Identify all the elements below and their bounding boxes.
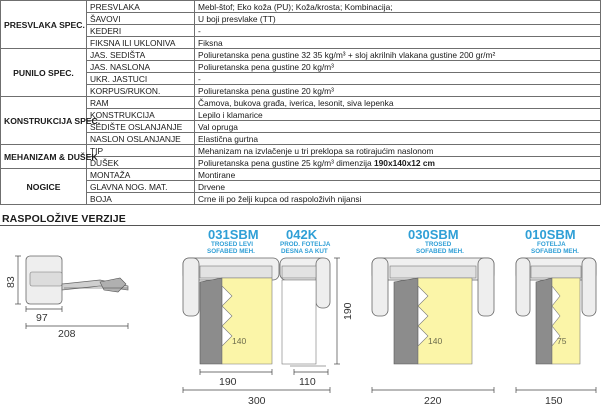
version-label-030sbm [408,227,464,255]
spec-row [1,181,601,193]
spec-value [195,49,601,61]
spec-value-text: Drvene [198,181,225,192]
spec-row [1,49,601,61]
spec-value [195,109,601,121]
version-label-010sbm [525,227,579,255]
v042-width-label: 110 [299,376,316,388]
svg-text:031SBM: 031SBM [208,227,259,242]
spec-value-text: Montirane [198,169,236,180]
spec-value-text: Mehanizam na izvlačenje u tri preklopa sa rotirajućim naslonom [198,145,434,156]
spec-label: UKR. JASTUCI [87,73,195,85]
spec-row [1,157,601,169]
spec-value-text: Poliuretanska pena gustine 25 kg/m³ dimenzija [198,157,374,168]
spec-row [1,109,601,121]
spec-value [195,157,601,169]
spec-label: MONTAŽA [87,169,195,181]
svg-text:PROD. FOTELJA: PROD. FOTELJA [280,241,331,248]
version-label-042k [280,227,331,255]
svg-text:SOFABED MEH.: SOFABED MEH. [531,248,579,255]
v010-width-label: 150 [545,395,563,407]
svg-text:TROSED: TROSED [425,241,452,248]
version-label-031sbm [207,227,259,255]
spec-value-text: Poliuretanska pena gustine 20 kg/m³ [198,61,334,72]
spec-category: KONSTRUKCIJA SPEC. [1,97,87,145]
spec-value [195,145,601,157]
v031-mattress-label: 140 [232,336,247,346]
v030-width-label: 220 [424,395,442,407]
spec-row [1,193,601,205]
spec-value-text: Mebl-štof; Eko koža (PU); Koža/krosta; Kombinacija; [198,1,393,12]
spec-value [195,1,601,13]
spec-value [195,133,601,145]
spec-value [195,193,601,205]
svg-text:FOTELJA: FOTELJA [537,241,566,248]
spec-value [195,97,601,109]
combo-width-label: 300 [248,395,266,407]
spec-label: TIP [87,145,195,157]
spec-value-text: Crne ili po želji kupca od raspoloživih nijansi [198,193,362,204]
spec-value-text: - [198,25,201,36]
plan-031sbm [183,258,279,388]
svg-text:030SBM: 030SBM [408,227,459,242]
spec-label: SEDIŠTE OSLANJANJE [87,121,195,133]
spec-value [195,13,601,25]
spec-row [1,133,601,145]
spec-row [1,25,601,37]
spec-category: NOGICE [1,169,87,205]
spec-label: JAS. NASLONA [87,61,195,73]
spec-category: PRESVLAKA SPEC. [1,1,87,49]
spec-row [1,145,601,157]
spec-category: PUNILO SPEC. [1,49,87,97]
spec-value [195,73,601,85]
svg-text:SOFABED MEH.: SOFABED MEH. [416,248,464,255]
spec-row [1,169,601,181]
svg-text:SOFABED MEH.: SOFABED MEH. [207,248,255,255]
spec-value-text: Val opruga [198,121,238,132]
spec-row [1,1,601,13]
spec-row [1,85,601,97]
spec-value-bold: 190x140x12 cm [373,157,435,168]
spec-value-text: Elastična gurtna [198,133,259,144]
spec-label: DUŠEK [87,157,195,169]
spec-value [195,61,601,73]
plan-030sbm [372,258,494,407]
spec-value-text: Poliuretanska pena gustine 32 35 kg/m³ + sloj akrilnih vlakana gustine 200 gr/m² [198,49,496,60]
plan-010sbm [516,258,596,407]
profile-depth-open-label: 208 [58,328,76,340]
spec-value-text: Poliuretanska pena gustine 20 kg/m³ [198,85,334,96]
spec-value-text: Fiksna [198,37,223,48]
depth-label: 190 [342,302,354,320]
spec-label: RAM [87,97,195,109]
v010-mattress-label: 75 [557,336,567,346]
spec-row [1,73,601,85]
spec-row [1,121,601,133]
spec-label: ŠAVOVI [87,13,195,25]
profile-drawing [0,226,180,409]
svg-text:010SBM: 010SBM [525,227,576,242]
profile-height-label: 83 [5,276,17,288]
spec-label: PRESVLAKA [87,1,195,13]
spec-value [195,121,601,133]
svg-text:TROSED LEVI: TROSED LEVI [211,241,253,248]
spec-label: FIKSNA ILI UKLONIVA [87,37,195,49]
spec-value [195,181,601,193]
spec-label: KEDERI [87,25,195,37]
profile-depth-closed-label: 97 [36,312,48,324]
spec-row [1,13,601,25]
spec-row [1,61,601,73]
spec-value [195,25,601,37]
spec-label: GLAVNA NOG. MAT. [87,181,195,193]
spec-value-text: - [198,73,201,84]
spec-value [195,169,601,181]
section-title: RASPOLOŽIVE VERZIJE [2,213,126,225]
plan-042k [280,258,354,388]
spec-row [1,97,601,109]
spec-value [195,37,601,49]
versions-drawing [0,226,600,409]
spec-value-text: Čamova, bukova građa, iverica, lesonit, siva lepenka [198,97,394,108]
spec-row [1,37,601,49]
v030-mattress-label: 140 [428,336,443,346]
svg-text:DESNA SA KUT: DESNA SA KUT [281,248,328,255]
spec-value-text: Lepilo i klamarice [198,109,263,120]
spec-label: JAS. SEDIŠTA [87,49,195,61]
svg-text:042K: 042K [286,227,318,242]
spec-label: BOJA [87,193,195,205]
combo-width-dim [183,387,330,407]
spec-category: MEHANIZAM & DUŠEK [1,145,87,169]
v031-width-label: 190 [219,376,237,388]
spec-label: KONSTRUKCIJA [87,109,195,121]
spec-value-text: U boji presvlake (TT) [198,13,276,24]
spec-label: KORPUS/RUKON. [87,85,195,97]
spec-value [195,85,601,97]
spec-label: NASLON OSLANJANJE [87,133,195,145]
